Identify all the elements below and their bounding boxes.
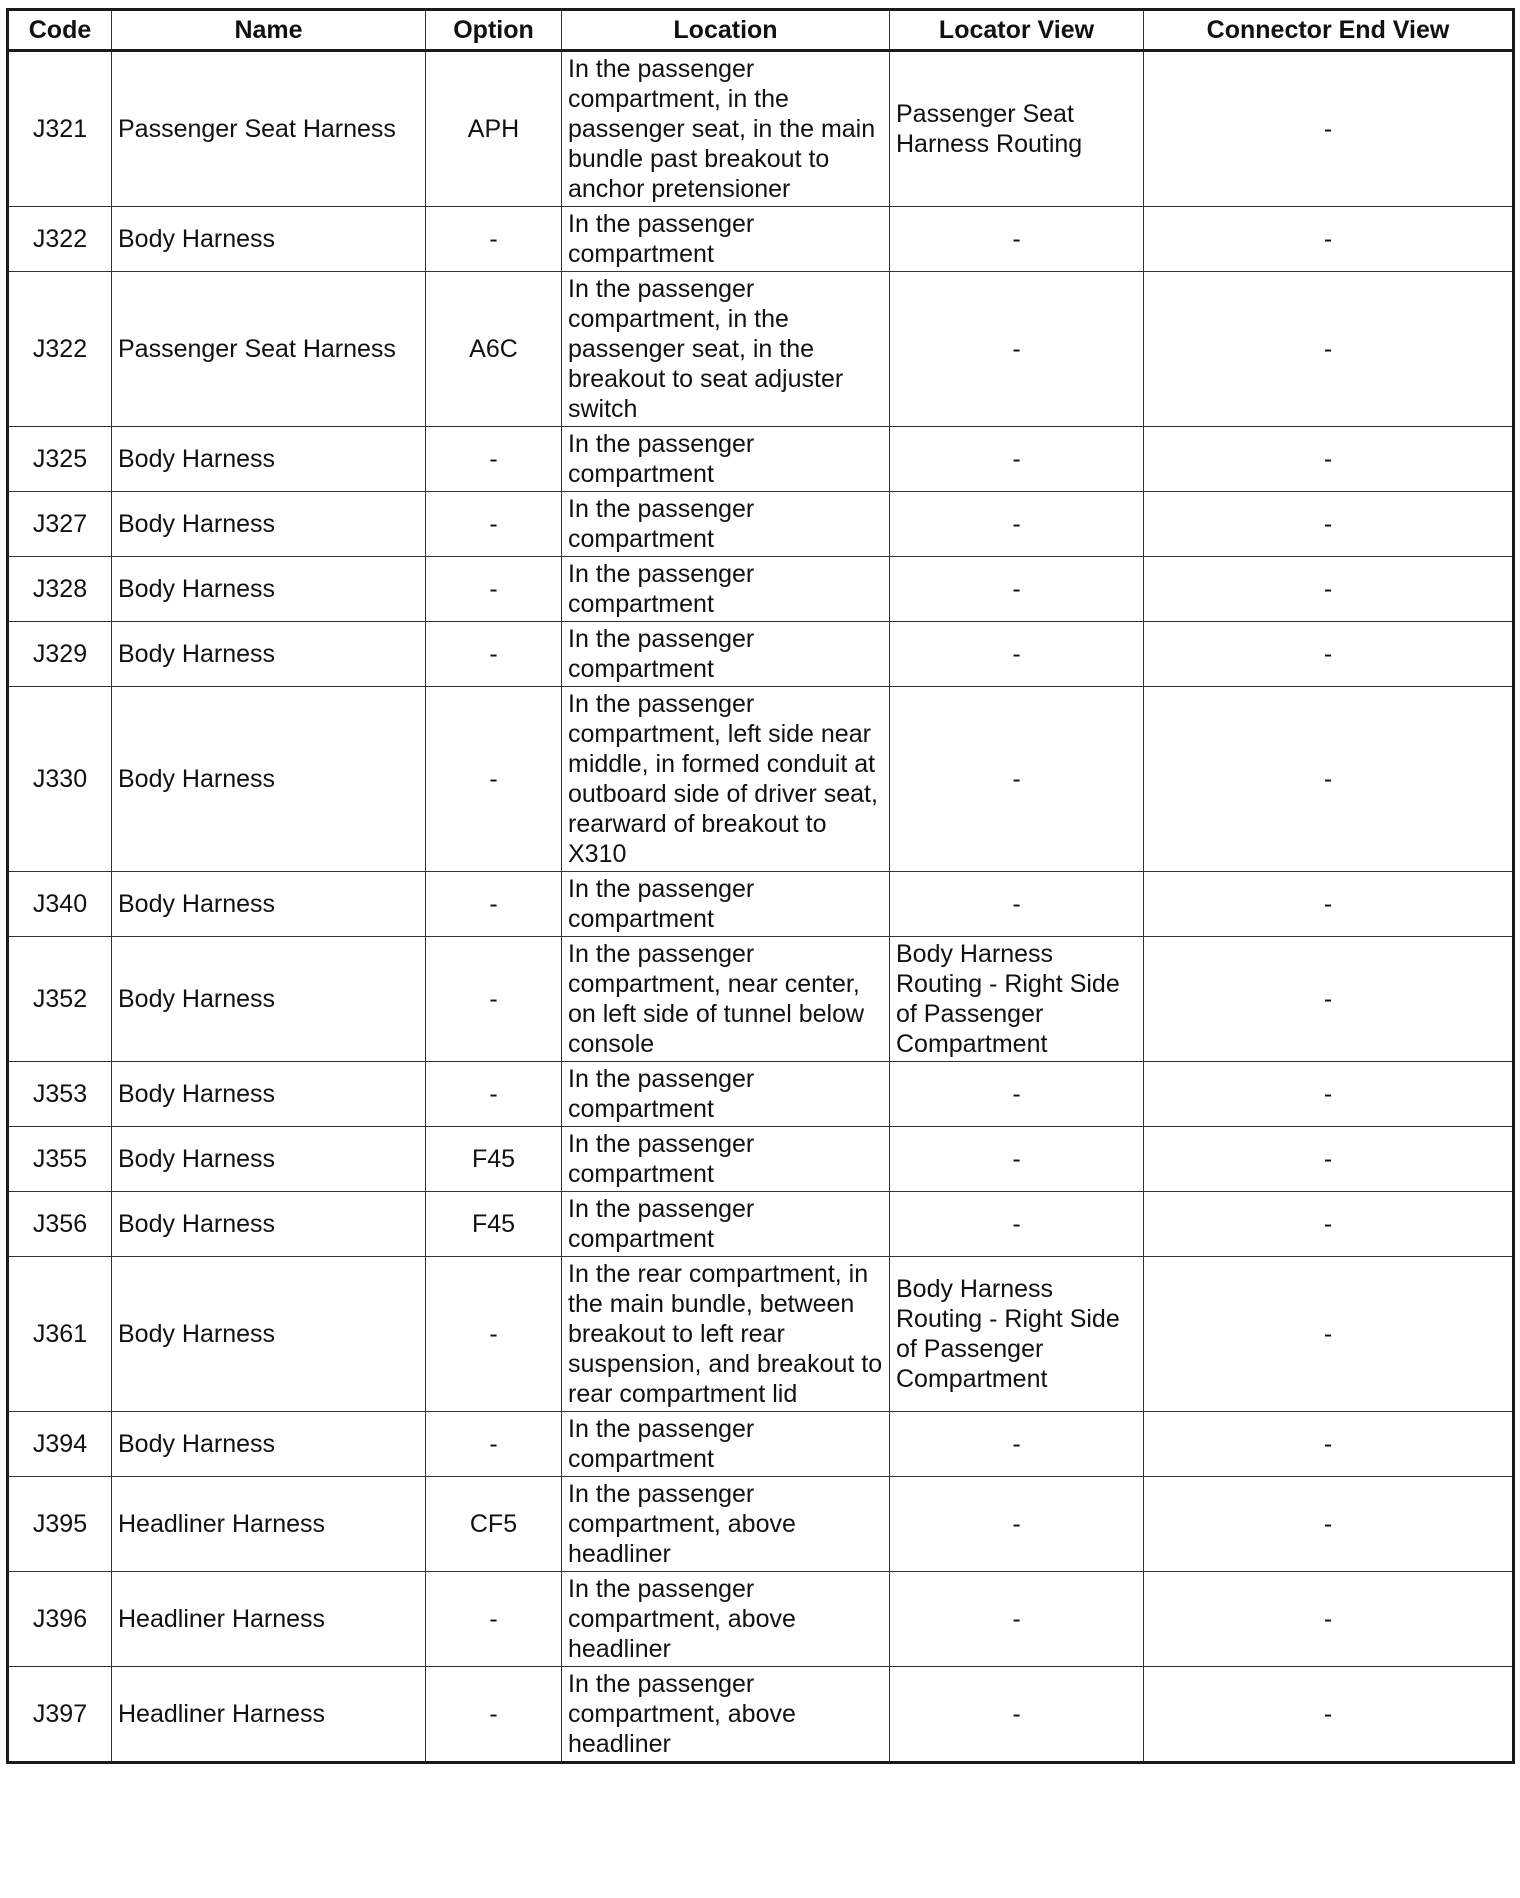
cell-location: In the passenger compartment [562, 492, 890, 557]
cell-name: Body Harness [112, 1257, 426, 1412]
cell-option: - [426, 492, 562, 557]
table-row [8, 1572, 1514, 1667]
cell-locator-view: Body Harness Routing - Right Side of Passenger Compartment [890, 937, 1144, 1062]
cell-name: Headliner Harness [112, 1477, 426, 1572]
cell-code: J397 [8, 1667, 112, 1763]
cell-option: CF5 [426, 1477, 562, 1572]
cell-locator-view: - [890, 687, 1144, 872]
table-row [8, 872, 1514, 937]
cell-locator-view: - [890, 622, 1144, 687]
table-row [8, 1127, 1514, 1192]
cell-code: J353 [8, 1062, 112, 1127]
cell-option: - [426, 687, 562, 872]
cell-option: - [426, 937, 562, 1062]
cell-code: J356 [8, 1192, 112, 1257]
cell-code: J361 [8, 1257, 112, 1412]
cell-location: In the rear compartment, in the main bundle, between breakout to left rear suspension, and breakout to rear compartment lid [562, 1257, 890, 1412]
cell-location: In the passenger compartment, near center, on left side of tunnel below console [562, 937, 890, 1062]
cell-option: F45 [426, 1192, 562, 1257]
cell-connector-end-view: - [1144, 272, 1514, 427]
cell-locator-view: - [890, 1667, 1144, 1763]
cell-name: Body Harness [112, 622, 426, 687]
cell-location: In the passenger compartment, in the passenger seat, in the main bundle past breakout to anchor pretensioner [562, 51, 890, 207]
table-row [8, 1667, 1514, 1763]
cell-name: Body Harness [112, 937, 426, 1062]
cell-locator-view: - [890, 427, 1144, 492]
cell-code: J355 [8, 1127, 112, 1192]
cell-locator-view: - [890, 492, 1144, 557]
cell-code: J321 [8, 51, 112, 207]
cell-code: J394 [8, 1412, 112, 1477]
cell-name: Body Harness [112, 1127, 426, 1192]
cell-option: - [426, 872, 562, 937]
cell-connector-end-view: - [1144, 937, 1514, 1062]
cell-location: In the passenger compartment, above headliner [562, 1572, 890, 1667]
cell-option: - [426, 1412, 562, 1477]
cell-option: - [426, 1572, 562, 1667]
cell-connector-end-view: - [1144, 1257, 1514, 1412]
cell-option: APH [426, 51, 562, 207]
cell-code: J329 [8, 622, 112, 687]
table-row [8, 557, 1514, 622]
table-body [8, 51, 1514, 1763]
cell-name: Body Harness [112, 1412, 426, 1477]
cell-name: Passenger Seat Harness [112, 51, 426, 207]
table-row [8, 1412, 1514, 1477]
cell-connector-end-view: - [1144, 1412, 1514, 1477]
cell-connector-end-view: - [1144, 427, 1514, 492]
cell-option: - [426, 1667, 562, 1763]
connector-table-container [6, 8, 1512, 1764]
cell-location: In the passenger compartment, left side near middle, in formed conduit at outboard side of driver seat, rearward of breakout to X310 [562, 687, 890, 872]
cell-location: In the passenger compartment [562, 872, 890, 937]
cell-locator-view: - [890, 1572, 1144, 1667]
cell-locator-view: - [890, 1412, 1144, 1477]
cell-connector-end-view: - [1144, 1192, 1514, 1257]
cell-name: Passenger Seat Harness [112, 272, 426, 427]
table-row [8, 272, 1514, 427]
cell-locator-view: - [890, 207, 1144, 272]
table-row [8, 51, 1514, 207]
cell-code: J322 [8, 207, 112, 272]
cell-connector-end-view: - [1144, 1572, 1514, 1667]
cell-name: Body Harness [112, 427, 426, 492]
header-option: Option [426, 10, 562, 51]
cell-locator-view: - [890, 1127, 1144, 1192]
table-row [8, 207, 1514, 272]
cell-option: - [426, 207, 562, 272]
cell-locator-view: - [890, 1192, 1144, 1257]
table-row [8, 492, 1514, 557]
cell-connector-end-view: - [1144, 872, 1514, 937]
table-row [8, 1477, 1514, 1572]
cell-name: Body Harness [112, 492, 426, 557]
cell-name: Body Harness [112, 1062, 426, 1127]
cell-name: Body Harness [112, 687, 426, 872]
cell-locator-view: - [890, 872, 1144, 937]
cell-code: J340 [8, 872, 112, 937]
header-locator-view: Locator View [890, 10, 1144, 51]
cell-location: In the passenger compartment [562, 1062, 890, 1127]
cell-connector-end-view: - [1144, 51, 1514, 207]
cell-option: F45 [426, 1127, 562, 1192]
cell-connector-end-view: - [1144, 622, 1514, 687]
table-row [8, 1257, 1514, 1412]
cell-location: In the passenger compartment [562, 207, 890, 272]
cell-option: - [426, 427, 562, 492]
cell-locator-view: - [890, 272, 1144, 427]
table-row [8, 1192, 1514, 1257]
cell-connector-end-view: - [1144, 687, 1514, 872]
cell-location: In the passenger compartment, in the passenger seat, in the breakout to seat adjuster switch [562, 272, 890, 427]
cell-code: J396 [8, 1572, 112, 1667]
cell-option: - [426, 1062, 562, 1127]
cell-locator-view: Passenger Seat Harness Routing [890, 51, 1144, 207]
table-row [8, 687, 1514, 872]
cell-locator-view: - [890, 557, 1144, 622]
cell-locator-view: - [890, 1477, 1144, 1572]
cell-option: A6C [426, 272, 562, 427]
cell-location: In the passenger compartment [562, 1192, 890, 1257]
cell-name: Body Harness [112, 557, 426, 622]
table-row [8, 427, 1514, 492]
cell-location: In the passenger compartment [562, 1127, 890, 1192]
cell-code: J327 [8, 492, 112, 557]
cell-locator-view: - [890, 1062, 1144, 1127]
cell-option: - [426, 557, 562, 622]
cell-connector-end-view: - [1144, 1667, 1514, 1763]
header-connector-end-view: Connector End View [1144, 10, 1514, 51]
cell-code: J325 [8, 427, 112, 492]
cell-name: Body Harness [112, 1192, 426, 1257]
cell-code: J352 [8, 937, 112, 1062]
cell-connector-end-view: - [1144, 207, 1514, 272]
cell-name: Headliner Harness [112, 1572, 426, 1667]
cell-location: In the passenger compartment [562, 622, 890, 687]
cell-location: In the passenger compartment, above headliner [562, 1477, 890, 1572]
cell-connector-end-view: - [1144, 1477, 1514, 1572]
cell-name: Body Harness [112, 872, 426, 937]
table-row [8, 622, 1514, 687]
cell-location: In the passenger compartment [562, 557, 890, 622]
header-location: Location [562, 10, 890, 51]
cell-option: - [426, 622, 562, 687]
cell-connector-end-view: - [1144, 1062, 1514, 1127]
cell-code: J328 [8, 557, 112, 622]
cell-connector-end-view: - [1144, 492, 1514, 557]
header-code: Code [8, 10, 112, 51]
table-row [8, 937, 1514, 1062]
cell-code: J395 [8, 1477, 112, 1572]
cell-locator-view: Body Harness Routing - Right Side of Passenger Compartment [890, 1257, 1144, 1412]
cell-location: In the passenger compartment, above headliner [562, 1667, 890, 1763]
cell-location: In the passenger compartment [562, 427, 890, 492]
cell-connector-end-view: - [1144, 1127, 1514, 1192]
cell-code: J330 [8, 687, 112, 872]
header-name: Name [112, 10, 426, 51]
cell-code: J322 [8, 272, 112, 427]
table-row [8, 1062, 1514, 1127]
connector-table [6, 8, 1515, 1764]
cell-option: - [426, 1257, 562, 1412]
cell-connector-end-view: - [1144, 557, 1514, 622]
cell-name: Body Harness [112, 207, 426, 272]
table-header-row [8, 10, 1514, 51]
cell-location: In the passenger compartment [562, 1412, 890, 1477]
cell-name: Headliner Harness [112, 1667, 426, 1763]
